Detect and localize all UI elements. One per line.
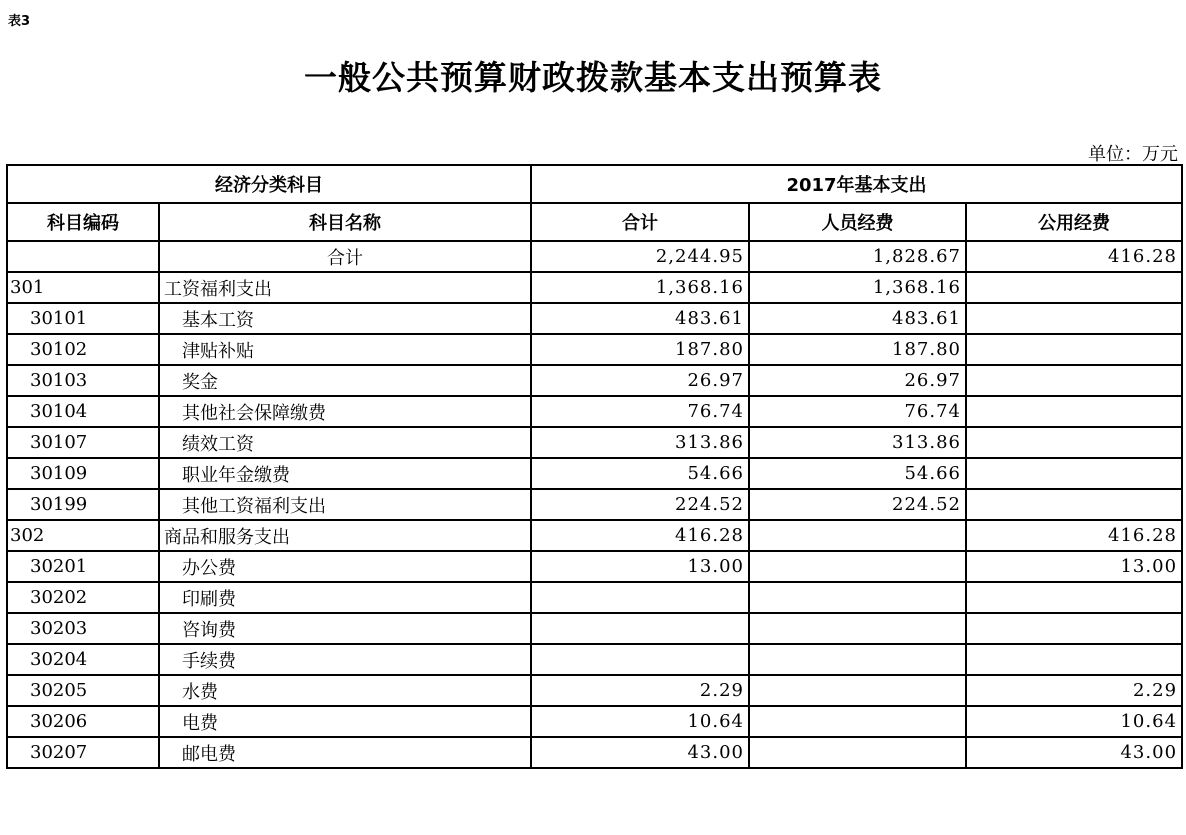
cell-name: 手续费 xyxy=(159,644,531,675)
table-row xyxy=(7,582,1182,613)
cell-total: 2.29 xyxy=(531,675,749,706)
cell-code xyxy=(7,241,159,272)
cell-personnel: 54.66 xyxy=(749,458,966,489)
cell-personnel xyxy=(749,706,966,737)
cell-personnel: 313.86 xyxy=(749,427,966,458)
cell-total: 26.97 xyxy=(531,365,749,396)
cell-personnel: 224.52 xyxy=(749,489,966,520)
cell-personnel: 76.74 xyxy=(749,396,966,427)
cell-public xyxy=(966,427,1182,458)
header-code: 科目编码 xyxy=(7,203,159,241)
table-row xyxy=(7,520,1182,551)
cell-total: 13.00 xyxy=(531,551,749,582)
cell-name: 奖金 xyxy=(159,365,531,396)
cell-public xyxy=(966,365,1182,396)
table-row xyxy=(7,458,1182,489)
cell-code: 30103 xyxy=(7,365,159,396)
table-row xyxy=(7,272,1182,303)
cell-public xyxy=(966,613,1182,644)
header-economic-classification: 经济分类科目 xyxy=(7,165,531,203)
cell-public xyxy=(966,396,1182,427)
cell-personnel xyxy=(749,613,966,644)
cell-personnel: 483.61 xyxy=(749,303,966,334)
cell-name: 邮电费 xyxy=(159,737,531,768)
cell-code: 30101 xyxy=(7,303,159,334)
table-row xyxy=(7,241,1182,272)
cell-personnel xyxy=(749,520,966,551)
cell-code: 302 xyxy=(7,520,159,551)
table-row xyxy=(7,613,1182,644)
cell-public: 2.29 xyxy=(966,675,1182,706)
cell-total: 483.61 xyxy=(531,303,749,334)
header-total: 合计 xyxy=(531,203,749,241)
header-row-group xyxy=(7,165,1182,203)
cell-total: 76.74 xyxy=(531,396,749,427)
cell-code: 30102 xyxy=(7,334,159,365)
unit-label: 单位：万元 xyxy=(1088,144,1178,165)
cell-name: 其他工资福利支出 xyxy=(159,489,531,520)
cell-name: 其他社会保障缴费 xyxy=(159,396,531,427)
cell-total: 1,368.16 xyxy=(531,272,749,303)
table-number-label: 表3 xyxy=(8,14,31,29)
cell-code: 30109 xyxy=(7,458,159,489)
budget-table xyxy=(6,164,1183,769)
cell-total: 313.86 xyxy=(531,427,749,458)
cell-code: 30202 xyxy=(7,582,159,613)
cell-name: 水费 xyxy=(159,675,531,706)
cell-name: 基本工资 xyxy=(159,303,531,334)
cell-total xyxy=(531,644,749,675)
cell-public xyxy=(966,582,1182,613)
cell-public xyxy=(966,334,1182,365)
cell-public: 416.28 xyxy=(966,520,1182,551)
cell-personnel xyxy=(749,644,966,675)
cell-total: 43.00 xyxy=(531,737,749,768)
table-row xyxy=(7,706,1182,737)
table-row xyxy=(7,365,1182,396)
cell-personnel xyxy=(749,551,966,582)
cell-name: 办公费 xyxy=(159,551,531,582)
cell-public: 43.00 xyxy=(966,737,1182,768)
cell-personnel: 1,368.16 xyxy=(749,272,966,303)
cell-name: 职业年金缴费 xyxy=(159,458,531,489)
table-row xyxy=(7,737,1182,768)
cell-name: 商品和服务支出 xyxy=(159,520,531,551)
header-name: 科目名称 xyxy=(159,203,531,241)
cell-total: 2,244.95 xyxy=(531,241,749,272)
cell-personnel xyxy=(749,737,966,768)
cell-code: 30199 xyxy=(7,489,159,520)
cell-name: 津贴补贴 xyxy=(159,334,531,365)
cell-total: 10.64 xyxy=(531,706,749,737)
cell-personnel xyxy=(749,675,966,706)
cell-name: 合计 xyxy=(159,241,531,272)
table-row xyxy=(7,334,1182,365)
cell-name: 电费 xyxy=(159,706,531,737)
header-row-columns xyxy=(7,203,1182,241)
cell-code: 301 xyxy=(7,272,159,303)
table-row xyxy=(7,489,1182,520)
cell-name: 印刷费 xyxy=(159,582,531,613)
cell-code: 30206 xyxy=(7,706,159,737)
cell-total xyxy=(531,582,749,613)
table-row xyxy=(7,427,1182,458)
header-public: 公用经费 xyxy=(966,203,1182,241)
table-row xyxy=(7,675,1182,706)
table-row xyxy=(7,551,1182,582)
cell-name: 咨询费 xyxy=(159,613,531,644)
page-title: 一般公共预算财政拨款基本支出预算表 xyxy=(304,58,882,97)
cell-public: 10.64 xyxy=(966,706,1182,737)
cell-code: 30201 xyxy=(7,551,159,582)
cell-public xyxy=(966,303,1182,334)
cell-code: 30205 xyxy=(7,675,159,706)
cell-code: 30203 xyxy=(7,613,159,644)
cell-public: 13.00 xyxy=(966,551,1182,582)
cell-code: 30104 xyxy=(7,396,159,427)
cell-public xyxy=(966,458,1182,489)
cell-total: 416.28 xyxy=(531,520,749,551)
cell-personnel: 1,828.67 xyxy=(749,241,966,272)
cell-code: 30107 xyxy=(7,427,159,458)
cell-public: 416.28 xyxy=(966,241,1182,272)
cell-total xyxy=(531,613,749,644)
table-row xyxy=(7,644,1182,675)
cell-total: 54.66 xyxy=(531,458,749,489)
cell-code: 30204 xyxy=(7,644,159,675)
cell-public xyxy=(966,272,1182,303)
cell-personnel: 187.80 xyxy=(749,334,966,365)
cell-name: 绩效工资 xyxy=(159,427,531,458)
header-personnel: 人员经费 xyxy=(749,203,966,241)
cell-code: 30207 xyxy=(7,737,159,768)
cell-total: 187.80 xyxy=(531,334,749,365)
cell-total: 224.52 xyxy=(531,489,749,520)
cell-public xyxy=(966,644,1182,675)
cell-personnel xyxy=(749,582,966,613)
table-row xyxy=(7,396,1182,427)
cell-personnel: 26.97 xyxy=(749,365,966,396)
table-row xyxy=(7,303,1182,334)
header-basic-expenditure-2017: 2017年基本支出 xyxy=(531,165,1182,203)
cell-public xyxy=(966,489,1182,520)
cell-name: 工资福利支出 xyxy=(159,272,531,303)
